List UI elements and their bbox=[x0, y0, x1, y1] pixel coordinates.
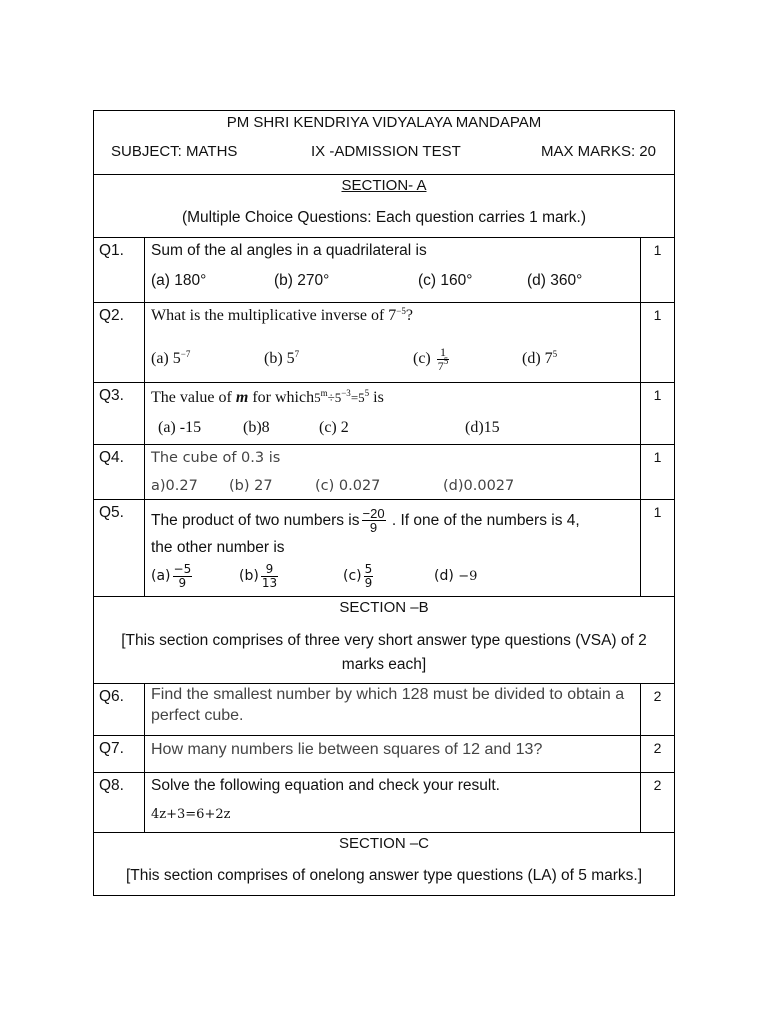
section-c-note: [This section comprises of onelong answer type questions (LA) of 5 marks.] bbox=[125, 867, 643, 884]
marks: 2 bbox=[640, 736, 674, 773]
question-number: Q5. bbox=[94, 500, 145, 597]
option-c: (c) 0.027 bbox=[315, 478, 381, 494]
marks: 1 bbox=[640, 238, 674, 303]
question-row-q3 bbox=[94, 383, 675, 445]
option-d: (d) −9 bbox=[434, 568, 478, 584]
option-a: (a) -15 bbox=[158, 419, 202, 436]
option-a: (a) $\frac{-5}{9}$ bbox=[151, 561, 192, 590]
test-name: IX -ADMISSION TEST bbox=[311, 143, 461, 160]
max-marks: MAX MARKS: 20 bbox=[540, 143, 656, 160]
section-a-title: SECTION- A bbox=[341, 177, 427, 194]
marks: 1 bbox=[640, 500, 674, 597]
question-row-q2 bbox=[94, 303, 675, 383]
marks: 1 bbox=[640, 383, 674, 445]
question-row-q7 bbox=[94, 736, 675, 773]
question-row-q8 bbox=[94, 773, 675, 833]
option-c: (c) $\frac{5}{9}$ bbox=[343, 561, 373, 590]
question-text: Find the smallest number by which 128 must be divided to obtain a perfect cube. bbox=[145, 684, 641, 736]
option-d: (d)0.0027 bbox=[443, 478, 515, 494]
question-text: Solve the following equation and check your result. bbox=[151, 777, 500, 794]
option-a: a)0.27 bbox=[151, 478, 198, 494]
option-d: (d)15 bbox=[465, 419, 500, 436]
question-row-q4 bbox=[94, 445, 675, 500]
question-number: Q4. bbox=[94, 445, 145, 500]
question-number: Q6. bbox=[94, 684, 145, 736]
marks: 1 bbox=[640, 445, 674, 500]
section-c-title: SECTION –C bbox=[338, 835, 429, 852]
question-table bbox=[93, 110, 675, 896]
question-paper bbox=[93, 110, 675, 896]
question-text: The cube of 0.3 is bbox=[151, 450, 281, 466]
equation: 4z+3=6+2z bbox=[151, 807, 231, 822]
question-number: Q8. bbox=[94, 773, 145, 833]
section-b-header bbox=[94, 597, 675, 684]
section-a-note: (Multiple Choice Questions: Each question carries 1 mark.) bbox=[181, 209, 587, 226]
option-d: (d) $7^5$ bbox=[522, 349, 558, 367]
option-b: (b) 270° bbox=[274, 272, 330, 289]
marks: 2 bbox=[640, 773, 674, 833]
option-c: (c) $\frac{1}{7^5}$ bbox=[413, 344, 449, 373]
section-a-header bbox=[94, 175, 675, 238]
section-b-note: [This section comprises of three very short answer type questions (VSA) of 2 marks each] bbox=[121, 632, 647, 673]
paper-header bbox=[94, 111, 675, 175]
question-number: Q7. bbox=[94, 736, 145, 773]
question-text: The product of two numbers is $\frac{-20}{9}$ . If one of the numbers is 4, bbox=[151, 506, 580, 536]
question-text-line2: the other number is bbox=[151, 539, 285, 556]
marks: 1 bbox=[640, 303, 674, 383]
marks: 2 bbox=[640, 684, 674, 736]
question-number: Q3. bbox=[94, 383, 145, 445]
option-d: (d) 360° bbox=[527, 272, 583, 289]
question-number: Q1. bbox=[94, 238, 145, 303]
section-b-title: SECTION –B bbox=[339, 599, 429, 616]
school-name: PM SHRI KENDRIYA VIDYALAYA MANDAPAM bbox=[226, 114, 542, 131]
subject-label: SUBJECT: MATHS bbox=[111, 143, 238, 160]
option-c: (c) 2 bbox=[319, 419, 349, 436]
question-text: What is the multiplicative inverse of $7^{-5}$? bbox=[151, 306, 413, 324]
question-row-q6 bbox=[94, 684, 675, 736]
question-row-q1 bbox=[94, 238, 675, 303]
question-text: Sum of the al angles in a quadrilateral is bbox=[151, 242, 427, 259]
option-a: (a) 180° bbox=[151, 272, 207, 289]
option-a: (a) $5^{-7}$ bbox=[151, 349, 191, 367]
question-text: The value of m for $which5^m\div 5^{-3}=5^5$ is bbox=[151, 388, 384, 406]
option-b: (b) $5^7$ bbox=[264, 349, 300, 367]
option-b: (b) 27 bbox=[229, 478, 273, 494]
question-row-q5 bbox=[94, 500, 675, 597]
section-c-header bbox=[94, 833, 675, 896]
option-c: (c) 160° bbox=[418, 272, 473, 289]
question-number: Q2. bbox=[94, 303, 145, 383]
question-text: How many numbers lie between squares of 12 and 13? bbox=[145, 736, 641, 773]
option-b: (b) $\frac{9}{13}$ bbox=[239, 561, 278, 590]
option-b: (b)8 bbox=[243, 419, 270, 436]
